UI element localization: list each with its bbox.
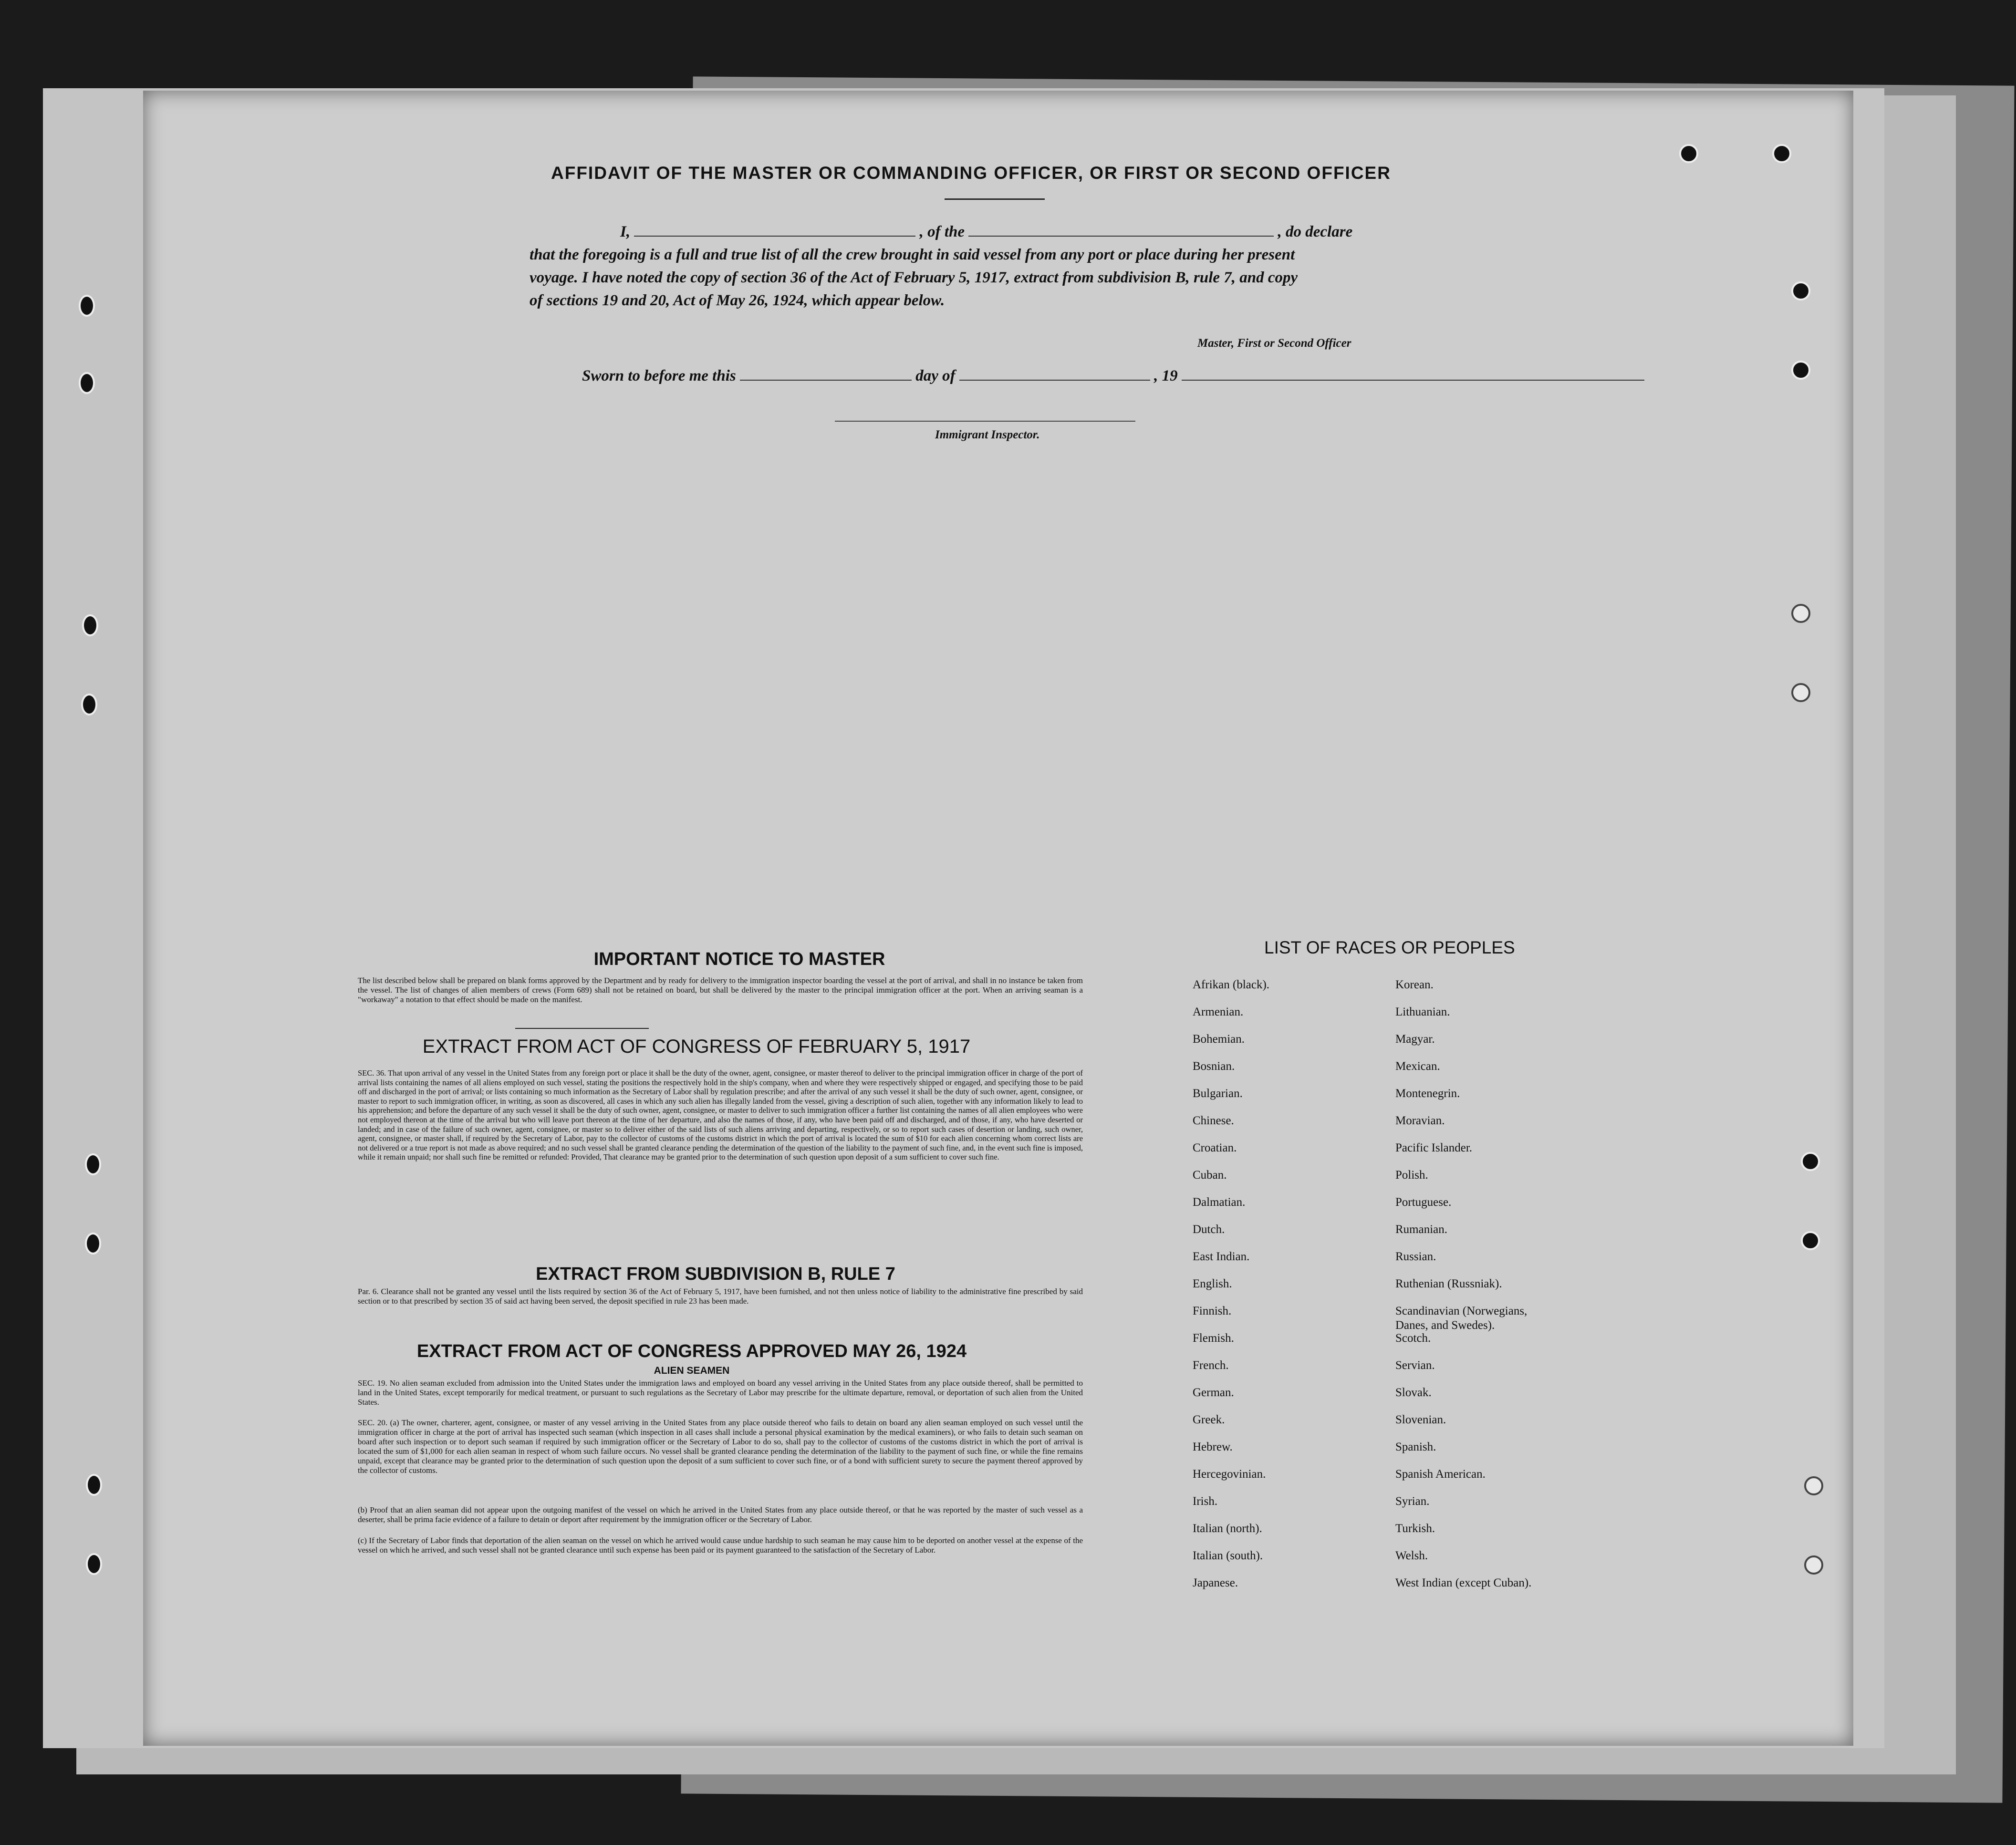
race-item: Slovak. [1395,1386,1432,1399]
race-item: Bulgarian. [1193,1087,1243,1100]
affidavit-title: AFFIDAVIT OF THE MASTER OR COMMANDING OFFICER, OR FIRST OR SECOND OFFICER [551,163,1391,183]
affidavit-line-4: of sections 19 and 20, Act of May 26, 1924, which appear below. [530,292,945,309]
race-item: Russian. [1395,1250,1436,1263]
race-item: Bosnian. [1193,1060,1235,1073]
punch-hole [86,1553,102,1575]
extract-1924-sec20a: SEC. 20. (a) The owner, charterer, agent, consignee, or master of any vessel arriving in the United States from any place outside thereof who fails to detain on board any alien seaman employed on such vessel until the immigration officer in charge at the port of arrival has inspected such seaman (which inspection in all cases shall include a personal physical examination by the medical examiners), or who fails to detain such seaman on board after such inspection or to deport such seaman if required by such immigration officer or the Secretary of Labor to do so, shall pay to the collector of customs of the customs district in which the port of arrival is located the sum of $1,000 for each alien seaman in respect of whom such failure occurs. No vessel shall be granted clearance pending the determination of the liability to the payment of such fine, or while the fine remains unpaid, except that clearance may be granted prior to the determination of such question upon the deposit of a sum sufficient to cover such fine, or of a bond with sufficient surety to secure the payment thereof approved by the collector of customs. [358,1418,1083,1475]
extract-1924-title: EXTRACT FROM ACT OF CONGRESS APPROVED MAY 26, 1924 [416,1341,967,1361]
extract-1924-subtitle: ALIEN SEAMEN [654,1365,730,1376]
divider [515,1028,649,1029]
race-item: Afrikan (black). [1193,978,1270,991]
punch-hole [1791,683,1810,702]
month-blank [959,380,1150,381]
race-item: Lithuanian. [1395,1005,1450,1018]
affidavit-i: I, [620,223,631,240]
day-of-text: day of [915,367,956,384]
race-item: Syrian. [1395,1495,1430,1508]
punch-hole [1804,1476,1823,1495]
affidavit-of-the: , of the [919,223,965,240]
extract-1924-sec20c: (c) If the Secretary of Labor finds that deportation of the alien seaman on the vessel on which he arrived would cause undue hardship to such seaman he may cause him to be deported on another vessel at the expense of the vessel on which he arrived, and such vessel shall not be granted clearance until such expense has been paid or its payment guaranteed to the satisfaction of the Secretary of Labor. [358,1536,1083,1555]
sworn-text: Sworn to before me this [582,367,736,384]
race-item: Korean. [1395,978,1434,991]
master-signature-label: Master, First or Second Officer [1197,337,1351,350]
punch-hole [1791,281,1810,301]
race-item: Italian (north). [1193,1522,1262,1535]
day-blank [740,380,912,381]
sworn-line [582,364,1727,387]
inspector-label: Immigrant Inspector. [935,428,1040,441]
race-item: Rumanian. [1395,1223,1448,1236]
extract-1924-sec20b: (b) Proof that an alien seaman did not appear upon the outgoing manifest of the vessel on which he arrived in the United States from any place outside thereof, or that he was reported by the master of such vessel as a deserter, shall be prima facie evidence of a failure to detain or deport after requirement by the immigration officer or the Secretary of Labor. [358,1505,1083,1524]
race-item: Croatian. [1193,1141,1237,1154]
punch-hole [82,614,98,636]
race-item: Slovenian. [1395,1413,1446,1426]
extract-1917-title: EXTRACT FROM ACT OF CONGRESS OF FEBRUARY 5, 1917 [422,1036,971,1057]
race-item: Italian (south). [1193,1549,1263,1562]
race-item: Bohemian. [1193,1033,1245,1046]
punch-hole [85,1233,101,1254]
affidavit-line-1 [580,220,1615,243]
race-item: Greek. [1193,1413,1225,1426]
race-item: Portuguese. [1395,1196,1452,1209]
race-item: Dutch. [1193,1223,1225,1236]
races-column-1 [1193,978,1379,1603]
punch-hole [1791,361,1810,380]
race-item: English. [1193,1277,1232,1290]
race-item: Spanish. [1395,1441,1436,1453]
race-item: Servian. [1395,1359,1435,1372]
race-item: Moravian. [1395,1114,1445,1127]
race-item: Spanish American. [1395,1468,1486,1481]
race-item: Cuban. [1193,1169,1227,1182]
punch-hole [1772,144,1791,163]
race-item: Flemish. [1193,1332,1234,1345]
master-signature-blank [1182,380,1644,381]
race-item: Hercegovinian. [1193,1468,1266,1481]
divider [945,198,1045,200]
race-item: Dalmatian. [1193,1196,1246,1209]
race-item: Armenian. [1193,1005,1244,1018]
race-item: Turkish. [1395,1522,1435,1535]
race-item: East Indian. [1193,1250,1250,1263]
race-item: Irish. [1193,1495,1218,1508]
subdivision-b-text: Par. 6. Clearance shall not be granted any vessel until the lists required by section 36 of the Act of February 5, 1917, have been furnished, and not then unless notice of liability to the administrative fine prescribed by said section or to that prescribed by section 35 of said act having been served, the deposit specified in rule 23 has been made. [358,1287,1083,1306]
race-item: Montenegrin. [1395,1087,1460,1100]
extract-1924-sec19: SEC. 19. No alien seaman excluded from admission into the United States under the immigration laws and employed on board any vessel arriving in the United States from any place outside thereof, shall be permitted to land in the United States, except temporarily for medical treatment, or pursuant to such regulations as the Secretary of Labor may prescribe for the ultimate departure, removal, or deportation of such alien from the United States. [358,1379,1083,1407]
race-item: Welsh. [1395,1549,1428,1562]
race-item: Scandinavian (Norwegians, Danes, and Swedes). [1395,1305,1528,1332]
race-item: French. [1193,1359,1229,1372]
race-item: West Indian (except Cuban). [1395,1576,1532,1589]
races-column-2 [1395,978,1620,1603]
affidavit-do-declare: , do declare [1278,223,1353,240]
punch-hole [79,295,95,317]
race-item: Pacific Islander. [1395,1141,1473,1154]
race-item: Magyar. [1395,1033,1435,1046]
punch-hole [1804,1555,1823,1575]
subdivision-b-title: EXTRACT FROM SUBDIVISION B, RULE 7 [536,1264,895,1284]
race-item: Mexican. [1395,1060,1440,1073]
year-text: , 19 [1154,367,1178,384]
race-item: Polish. [1395,1169,1428,1182]
race-item: German. [1193,1386,1234,1399]
punch-hole [1801,1231,1820,1250]
extract-1917-text: SEC. 36. That upon arrival of any vessel in the United States from any foreign port or place it shall be the duty of the owner, agent, consignee, or master thereof to deliver to the principal immigration officer in charge of the port of arrival lists containing the names of all aliens employed on such vessel, stating the positions the respectively hold in the ship's company, when and where they were respectively shipped or engaged, and specifying those to be paid off and discharged in the port of arrival; or lists containing so much information as the Secretary of Labor shall by regulation prescribe; and after the arrival of any such vessel it shall be the duty of such owner, agent, consignee, or master to report to such immigration officer, in writing, as soon as discovered, all cases in which any such alien has illegally landed from the vessel, giving a description of such alien, together with any information likely to lead to his apprehension; and before the departure of any such vessel it shall be the duty of such owner, agent, consignee, or master to deliver to such immigration officer a further list containing the names of all alien employees who were not employed thereon at the time of the arrival but who will leave port thereon at the time of her departure, and also the names of those, if any, who have been paid off and discharged, and of those, if any, who have deserted or landed; and in case of the failure of such owner, agent, consignee, or master so to deliver either of the said lists of such aliens arriving and departing, respectively, or so to report such cases of desertion or landing, such owner, agent, consignee, or master shall, if required by the Secretary of Labor, pay to the collector of customs of the customs district in which the port of arrival is located the sum of $10 for each alien concerning whom correct lists are not delivered or a true report is not made as above required; and no such vessel shall be granted clearance pending the determination of the question of the liability to the payment of such fine, and, in the event such fine is imposed, while it remain unpaid; nor shall such fine be remitted or refunded: Provided, That clearance may be granted prior to the determination of such question upon deposit of a sum sufficient to cover such fine. [358,1068,1083,1162]
punch-hole [1801,1152,1820,1171]
punch-hole [1791,604,1810,623]
races-title: LIST OF RACES OR PEOPLES [1264,938,1515,957]
affidavit-line-2: that the foregoing is a full and true list of all the crew brought in said vessel from any port or place during her present [530,246,1295,263]
race-item: Hebrew. [1193,1441,1233,1453]
punch-hole [86,1474,102,1496]
race-item: Japanese. [1193,1576,1238,1589]
punch-hole [85,1153,101,1175]
punch-hole [1679,144,1698,163]
affidavit-sheet [143,91,1853,1746]
vessel-blank [968,236,1274,237]
race-item: Ruthenian (Russniak). [1395,1277,1502,1290]
race-item: Scotch. [1395,1332,1431,1345]
notice-text: The list described below shall be prepared on blank forms approved by the Department and by ready for delivery to the immigration inspector boarding the vessel at the port of arrival, and shall in no instance be taken from the vessel. The list of changes of alien members of crews (Form 689) shall not be retained on board, but shall be delivered by the master to the principal immigration officer at the port. When an arriving seaman is a "workaway" a notation to that effect should be made on the manifest. [358,976,1083,1004]
notice-title: IMPORTANT NOTICE TO MASTER [593,949,885,969]
name-blank [634,236,915,237]
race-item: Chinese. [1193,1114,1234,1127]
race-item: Finnish. [1193,1305,1232,1317]
punch-hole [79,372,95,394]
punch-hole [81,694,97,715]
affidavit-line-3: voyage. I have noted the copy of section 36 of the Act of February 5, 1917, extract from subdivision B, rule 7, and copy [530,269,1298,286]
inspector-signature-line [835,421,1135,422]
